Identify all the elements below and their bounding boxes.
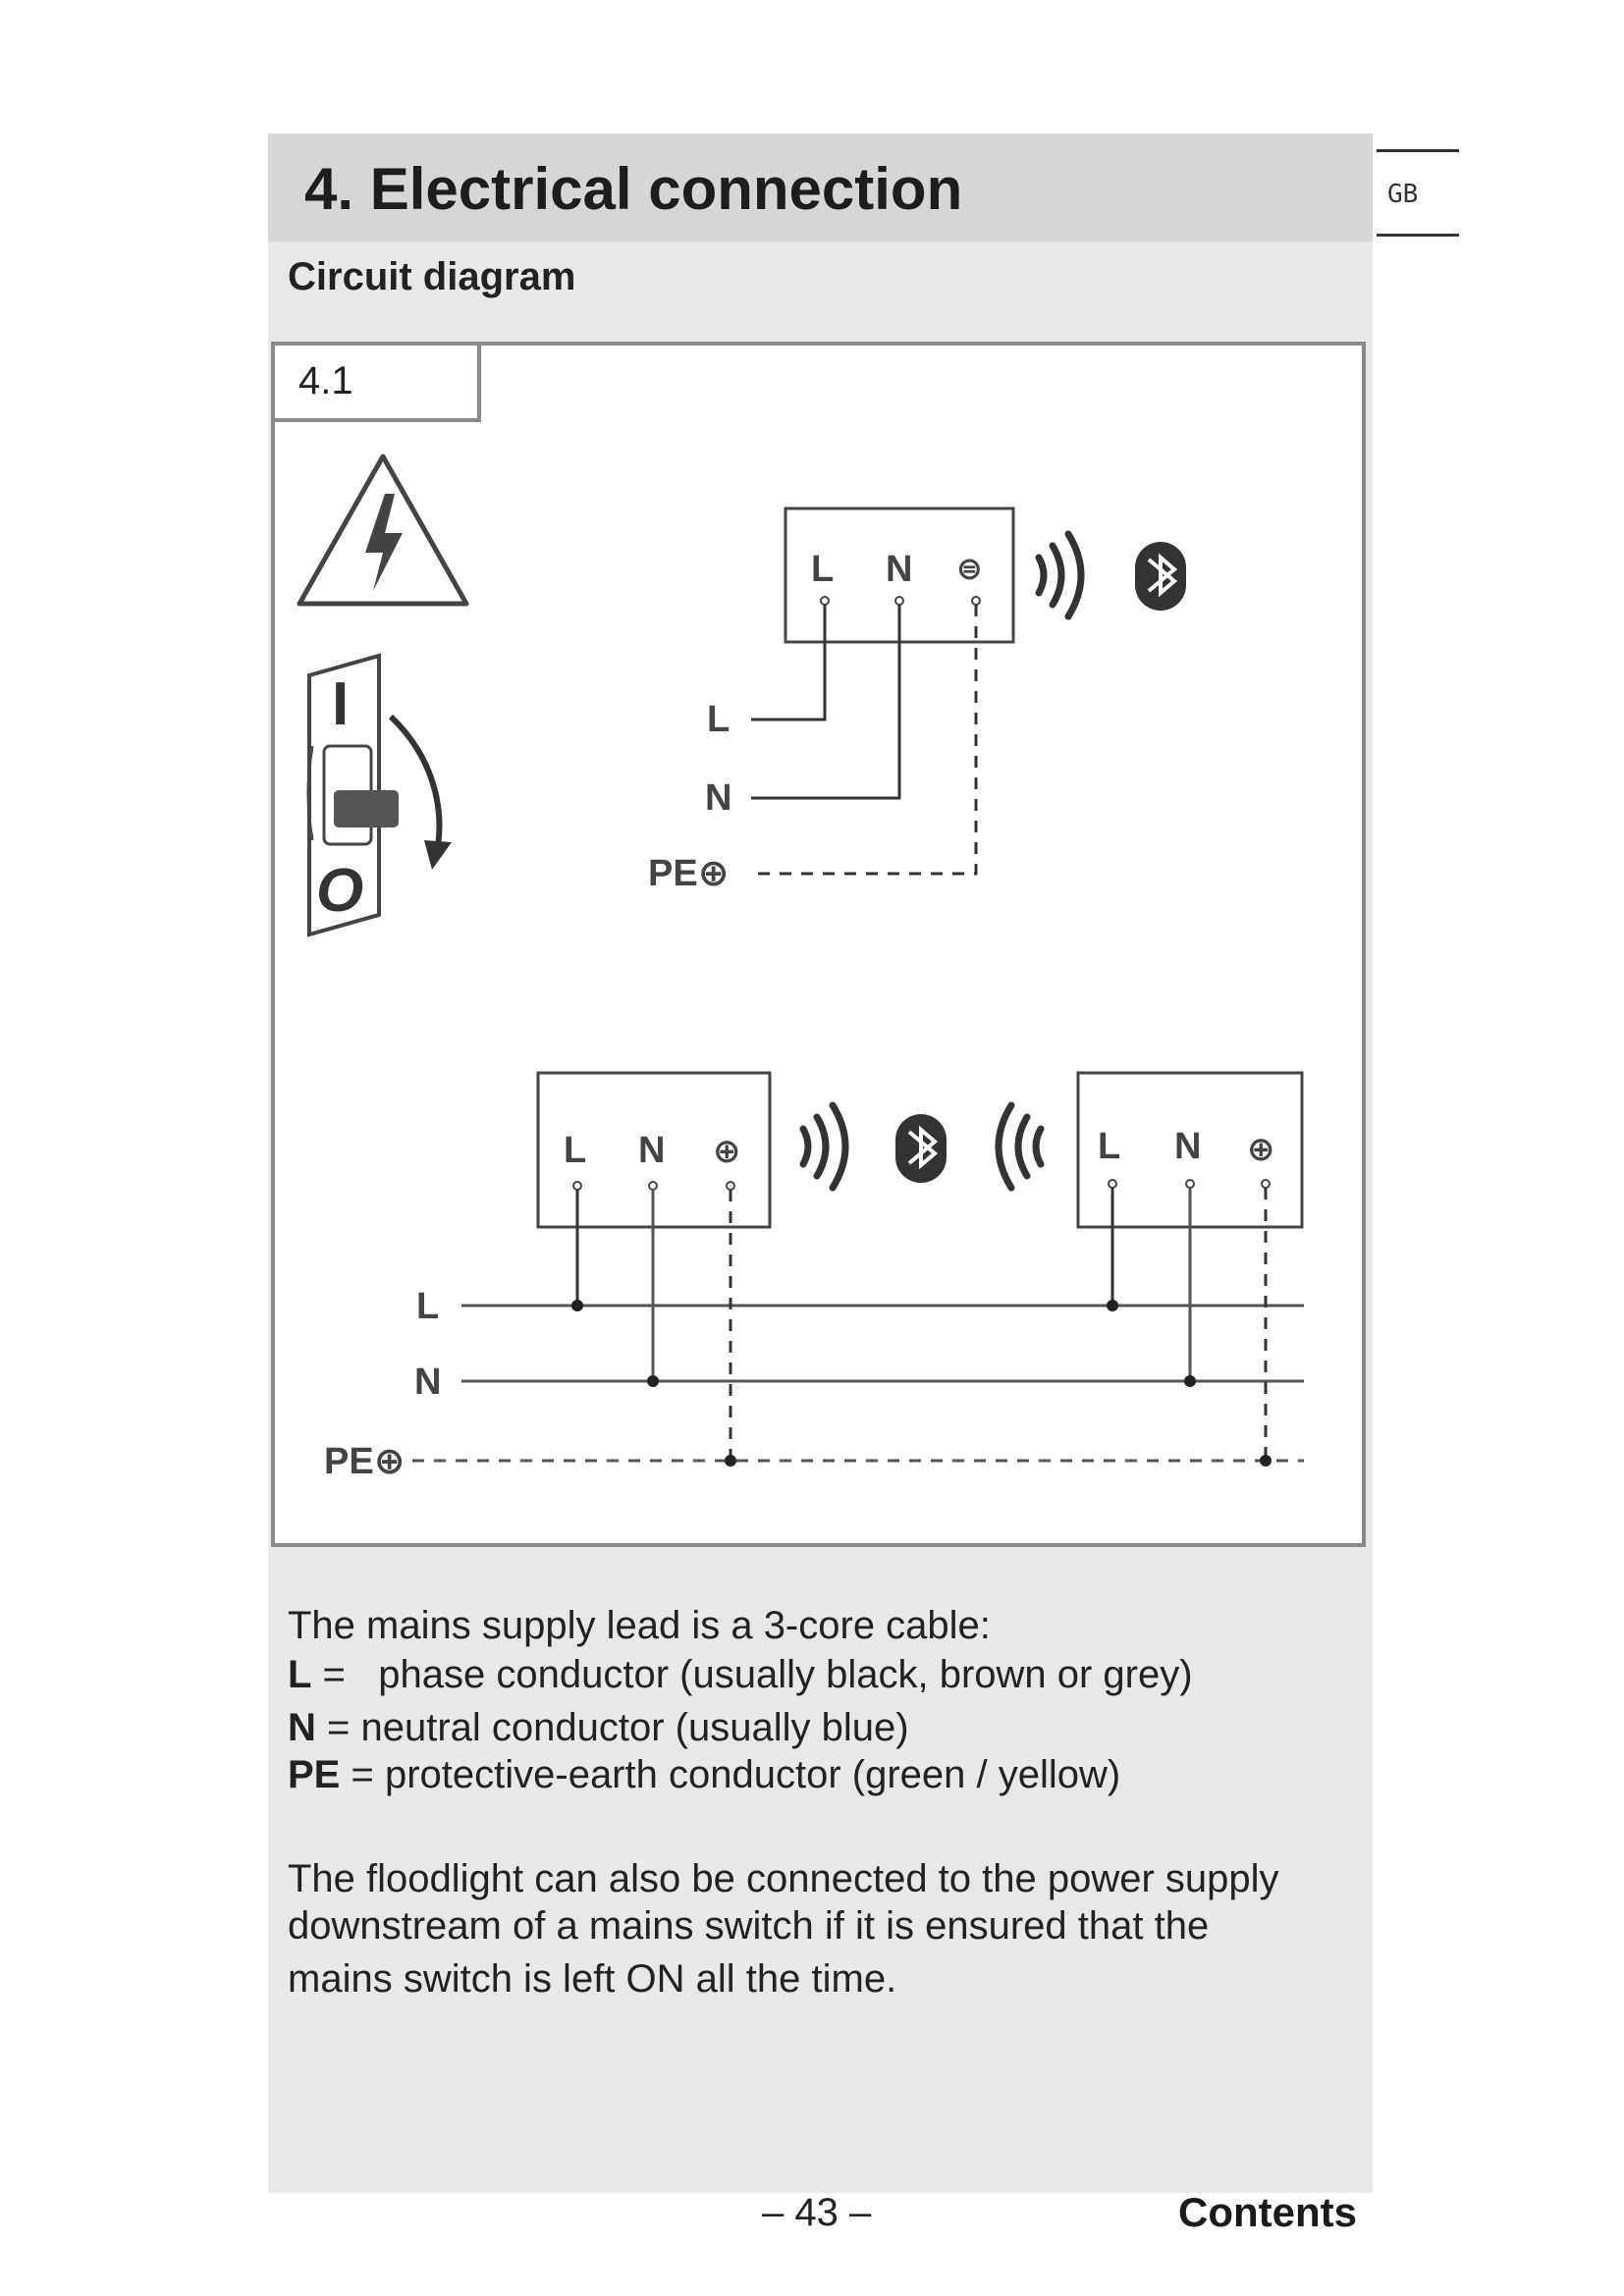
conductor-desc: neutral conductor (usually blue) (360, 1706, 909, 1749)
single-unit-wiring (648, 605, 976, 894)
intro-text: The mains supply lead is a 3-core cable: (288, 1604, 991, 1647)
bus-label-pe: PE⊕ (324, 1441, 406, 1482)
section-subtitle: Circuit diagram (288, 255, 576, 298)
circuit-breaker-icon (308, 656, 452, 934)
note-line-1: The floodlight can also be connected to the power supply (288, 1857, 1279, 1900)
terminal-n: N (886, 549, 913, 590)
conductor-n (288, 1706, 909, 1750)
right-terminal-pe: ⊕ (1247, 1131, 1275, 1168)
note-line-2: downstream of a mains switch if it is ensured that the (288, 1904, 1210, 1948)
conductor-pe (288, 1753, 1120, 1797)
wire-label-l: L (707, 699, 731, 740)
left-terminal-pe: ⊕ (713, 1133, 741, 1170)
conductor-code: N (288, 1706, 316, 1749)
right-terminal-l: L (1098, 1126, 1121, 1167)
conductor-desc: protective-earth conductor (green / yellow) (384, 1753, 1121, 1796)
terminal-l: L (811, 549, 835, 590)
wireless-signal-icon (1039, 534, 1081, 616)
bus-label-l: L (416, 1286, 440, 1327)
conductor-code: PE (288, 1753, 341, 1796)
switch-on-label: I (332, 670, 350, 738)
figure-number: 4.1 (298, 359, 353, 402)
warning-triangle-icon (299, 456, 466, 604)
contents-link[interactable]: Contents (1178, 2189, 1357, 2235)
bluetooth-icon (895, 1114, 947, 1183)
note-line-3: mains switch is left ON all the time. (288, 1957, 897, 2001)
conductor-sep: = (315, 1706, 361, 1749)
bluetooth-icon (1135, 542, 1186, 611)
conductor-code: L (288, 1653, 312, 1696)
language-tab: GB (1387, 180, 1419, 209)
switch-off-label: O (316, 857, 364, 925)
bus-wiring (324, 1188, 1304, 1482)
terminal-pe: ⊜ (956, 551, 983, 586)
conductor-sep: = (311, 1653, 357, 1696)
wire-label-pe: PE⊕ (648, 853, 730, 894)
wire-label-n: N (705, 777, 732, 819)
right-terminal-n: N (1174, 1126, 1202, 1167)
bus-label-n: N (414, 1362, 442, 1403)
wireless-signal-icon (803, 1105, 845, 1188)
left-terminal-n: N (638, 1130, 666, 1171)
left-terminal-l: L (564, 1130, 587, 1171)
page-title: 4. Electrical connection (304, 156, 963, 222)
wireless-signal-icon (999, 1105, 1041, 1188)
conductor-desc: phase conductor (usually black, brown or grey) (378, 1653, 1193, 1696)
page-number: – 43 – (762, 2191, 872, 2234)
conductor-sep: = (340, 1753, 385, 1796)
conductor-l (288, 1653, 1193, 1697)
